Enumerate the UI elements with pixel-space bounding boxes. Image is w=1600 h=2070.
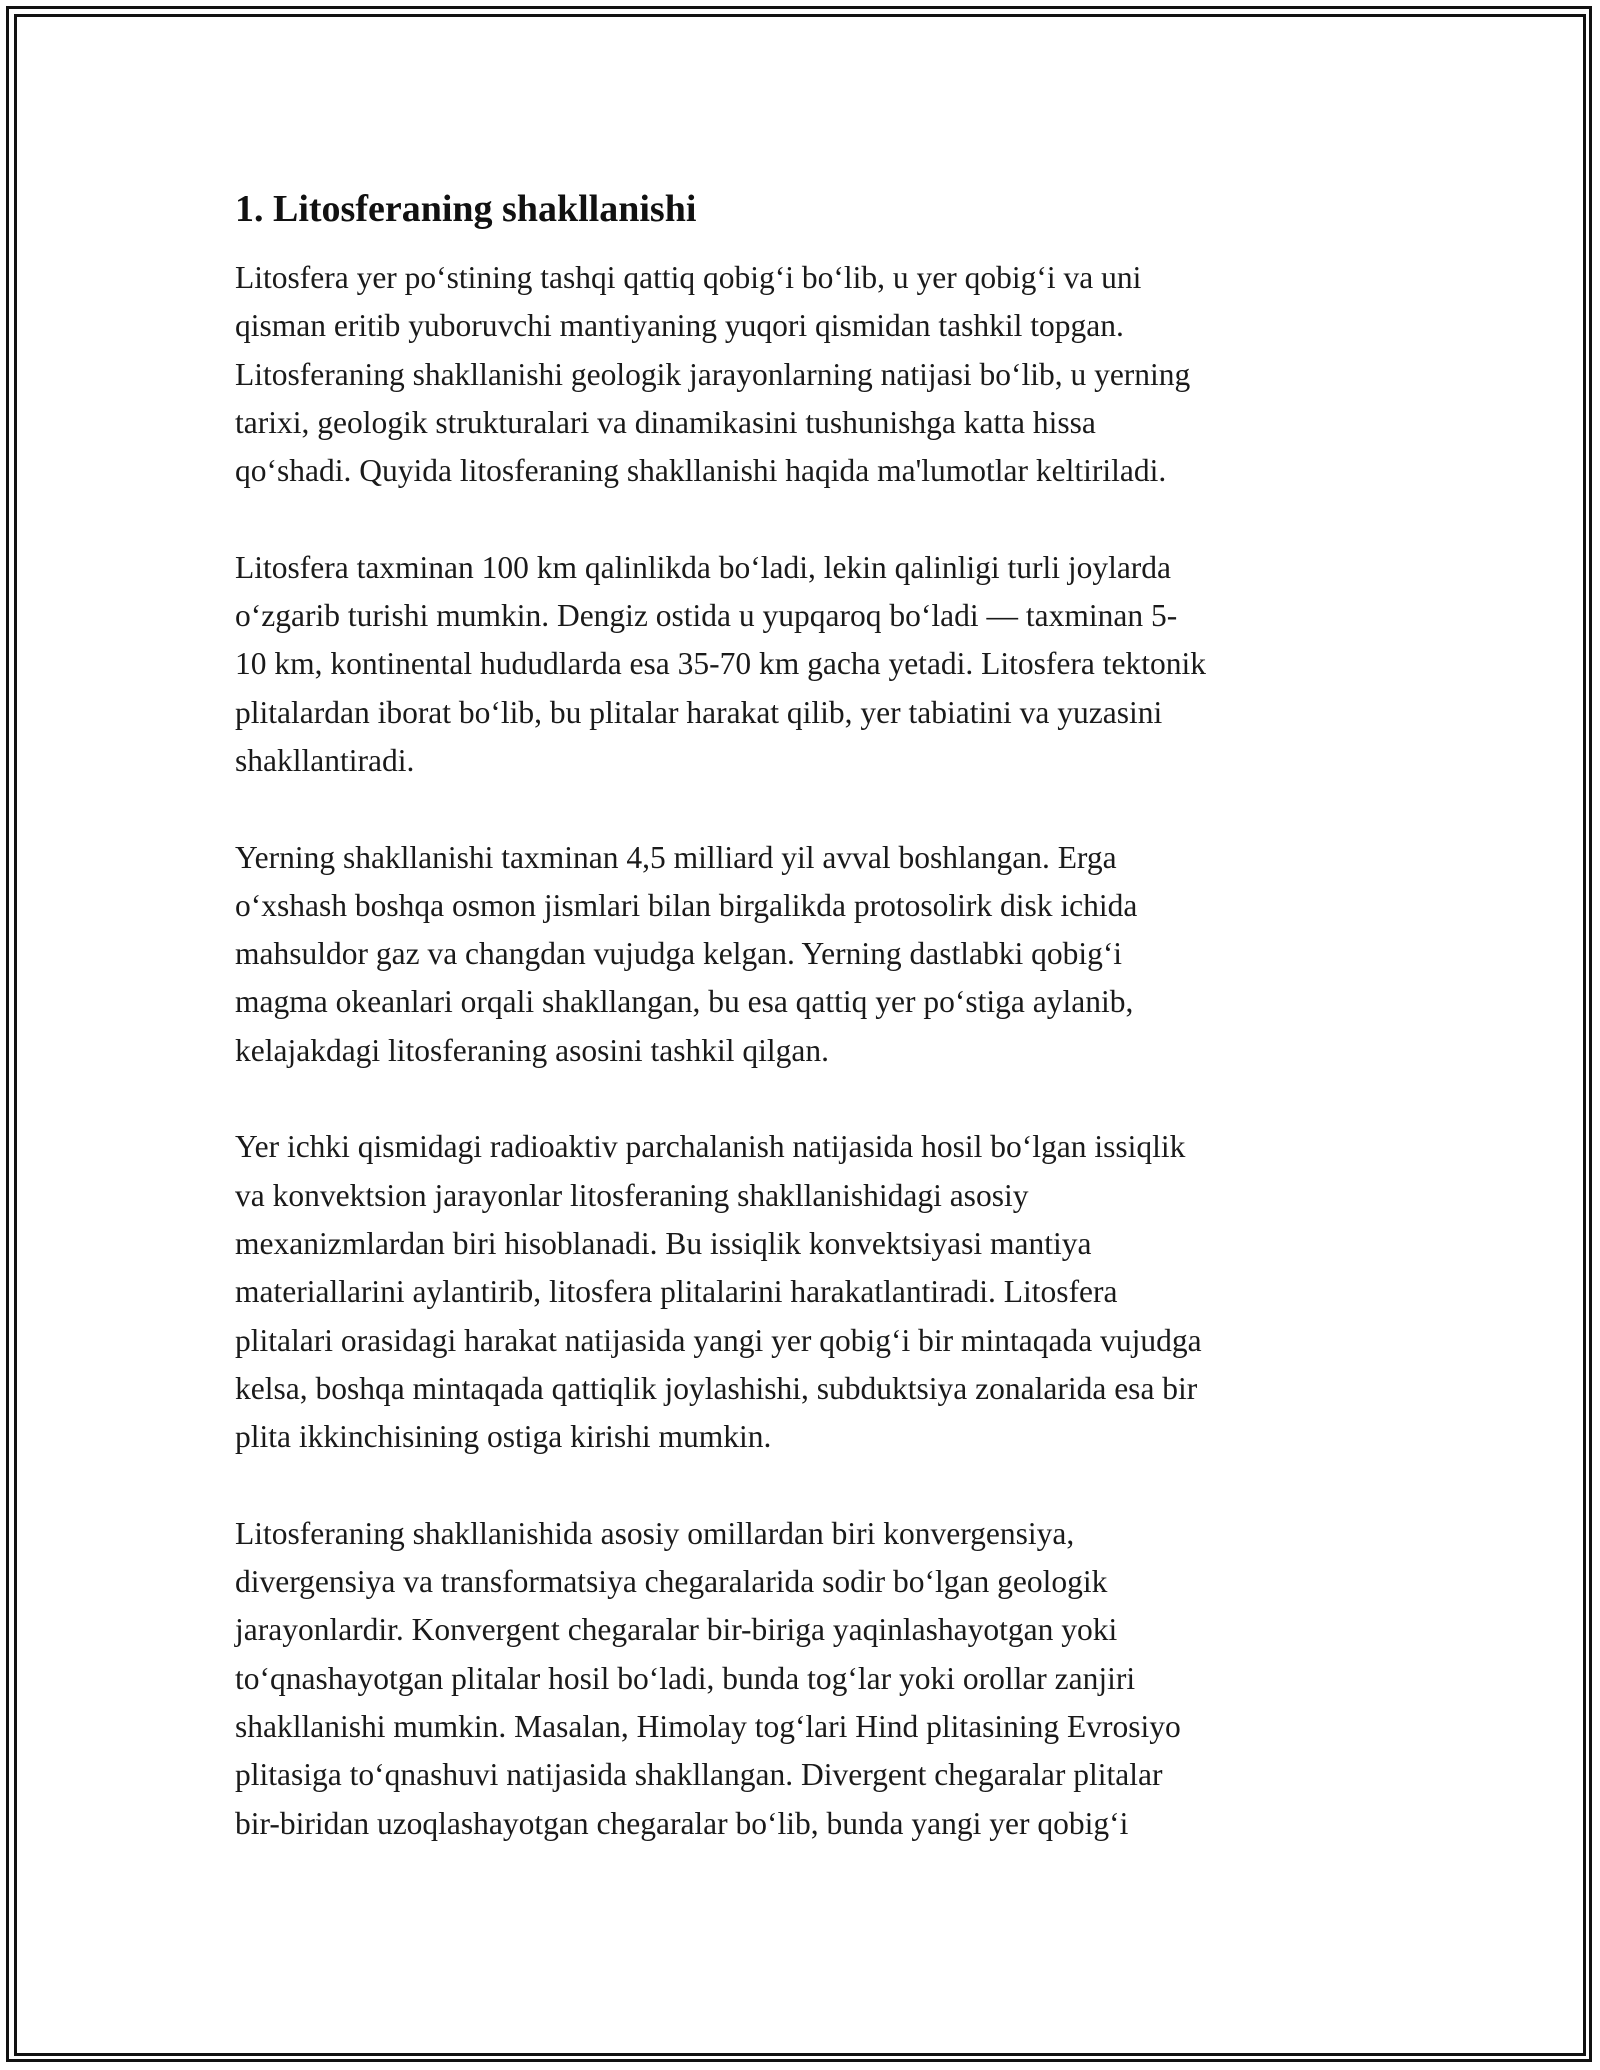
- paragraph-line: tarixi, geologik strukturalari va dinamikasini tushunishga katta hissa: [235, 404, 1096, 440]
- paragraph: [235, 834, 1370, 1075]
- paragraph: [235, 1123, 1370, 1461]
- paragraph-line: jarayonlardir. Konvergent chegaralar bir-biriga yaqinlashayotgan yoki: [235, 1612, 1118, 1648]
- paragraph-line: kelajakdagi litosferaning asosini tashkil qilgan.: [235, 1032, 829, 1068]
- paragraph-line: plitalardan iborat bo‘lib, bu plitalar harakat qilib, yer tabiatini va yuzasini: [235, 694, 1163, 730]
- paragraph-line: materiallarini aylantirib, litosfera plitalarini harakatlantiradi. Litosfera: [235, 1274, 1118, 1310]
- paragraph-line: mahsuldor gaz va changdan vujudga kelgan. Yerning dastlabki qobig‘i: [235, 936, 1123, 972]
- paragraph-line: qisman eritib yuboruvchi mantiyaning yuqori qismidan tashkil topgan.: [235, 308, 1124, 344]
- paragraph-line: plita ikkinchisining ostiga kirishi mumkin.: [235, 1419, 772, 1455]
- paragraph-line: Yer ichki qismidagi radioaktiv parchalanish natijasida hosil bo‘lgan issiqlik: [235, 1129, 1186, 1165]
- paragraph: [235, 544, 1370, 785]
- paragraph-line: qo‘shadi. Quyida litosferaning shakllanishi haqida ma'lumotlar keltiriladi.: [235, 453, 1167, 489]
- paragraph: [235, 1510, 1370, 1848]
- paragraph-line: va konvektsion jarayonlar litosferaning shakllanishidagi asosiy: [235, 1177, 1029, 1213]
- paragraph-line: Yerning shakllanishi taxminan 4,5 milliard yil avval boshlangan. Erga: [235, 839, 1117, 875]
- paragraph-line: Litosferaning shakllanishida asosiy omillardan biri konvergensiya,: [235, 1515, 1075, 1551]
- paragraph-line: kelsa, boshqa mintaqada qattiqlik joylashishi, subduktsiya zonalarida esa bir: [235, 1370, 1198, 1406]
- paragraph-line: magma okeanlari orqali shakllangan, bu esa qattiq yer po‘stiga aylanib,: [235, 984, 1134, 1020]
- paragraph-line: 10 km, kontinental hududlarda esa 35-70 km gacha yetadi. Litosfera tektonik: [235, 646, 1206, 682]
- paragraph-list: [235, 254, 1370, 1848]
- section-heading: 1. Litosferaning shakllanishi: [235, 188, 697, 230]
- paragraph-line: Litosfera yer po‘stining tashqi qattiq qobig‘i bo‘lib, u yer qobig‘i va uni: [235, 260, 1142, 295]
- paragraph-line: o‘xshash boshqa osmon jismlari bilan birgalikda protosolirk disk ichida: [235, 887, 1138, 923]
- paragraph-line: shakllantiradi.: [235, 742, 415, 778]
- paragraph-line: shakllanishi mumkin. Masalan, Himolay tog‘lari Hind plitasining Evrosiyo: [235, 1708, 1181, 1744]
- paragraph: [235, 254, 1370, 495]
- paragraph-line: o‘zgarib turishi mumkin. Dengiz ostida u yupqaroq bo‘ladi — taxminan 5-: [235, 598, 1178, 634]
- paragraph-line: Litosferaning shakllanishi geologik jarayonlarning natijasi bo‘lib, u yerning: [235, 356, 1191, 392]
- paragraph-line: mexanizmlardan biri hisoblanadi. Bu issiqlik konvektsiyasi mantiya: [235, 1225, 1092, 1261]
- paragraph-line: divergensiya va transformatsiya chegaralarida sodir bo‘lgan geologik: [235, 1564, 1108, 1600]
- paragraph-line: plitalari orasidagi harakat natijasida yangi yer qobig‘i bir mintaqada vujudga: [235, 1322, 1202, 1358]
- paragraph-line: plitasiga to‘qnashuvi natijasida shakllangan. Divergent chegaralar plitalar: [235, 1757, 1163, 1793]
- paragraph-line: Litosfera taxminan 100 km qalinlikda bo‘ladi, lekin qalinligi turli joylarda: [235, 549, 1172, 585]
- paragraph-line: to‘qnashayotgan plitalar hosil bo‘ladi, bunda tog‘lar yoki orollar zanjiri: [235, 1660, 1136, 1696]
- document-body: [235, 186, 1370, 1848]
- paragraph-line: bir-biridan uzoqlashayotgan chegaralar bo‘lib, bunda yangi yer qobig‘i: [235, 1805, 1129, 1841]
